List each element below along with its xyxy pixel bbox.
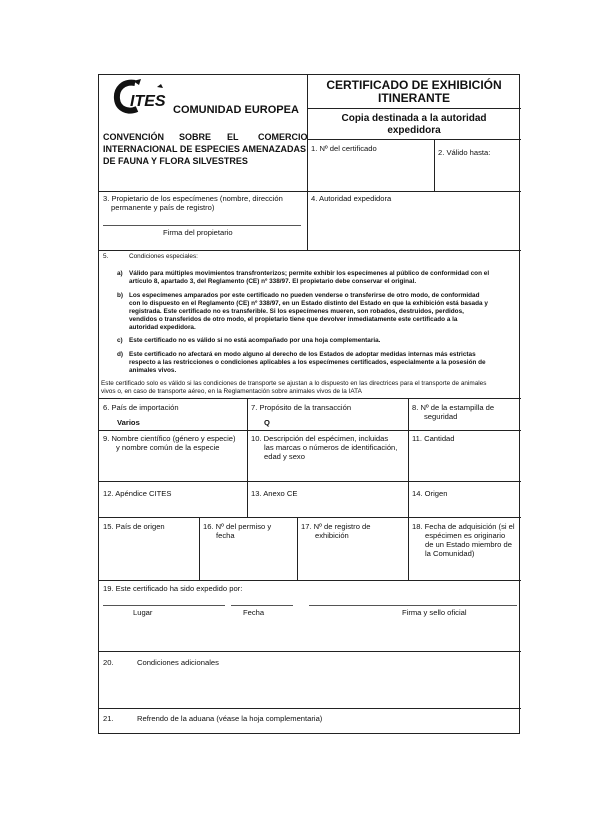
row-21-rule xyxy=(99,708,521,709)
col-divider-d xyxy=(297,517,298,580)
certificate-form xyxy=(98,74,520,734)
condition-b-label: b) xyxy=(117,292,124,299)
row-12-rule xyxy=(99,481,521,482)
field-8-label: 8. Nº de la estampilla de xyxy=(412,403,495,412)
col-divider-b xyxy=(408,398,409,580)
field-7-label: 7. Propósito de la transacción xyxy=(251,403,352,412)
field-19-label: 19. Este certificado ha sido expedido por: xyxy=(103,584,243,593)
condition-b-line-2: con lo dispuesto en el Reglamento (CE) nº 338/97, en un Estado distinto del Estado en que la exhibición está basada y xyxy=(129,300,488,307)
title-rule xyxy=(307,108,521,109)
convention-line-3: DE FAUNA Y FLORA SILVESTRES xyxy=(103,156,248,166)
field-18-label-2: espécimen es originario xyxy=(425,531,506,540)
certificate-title-2: ITINERANTE xyxy=(378,91,450,105)
field-21-label: Refrendo de la aduana (véase la hoja complementaria) xyxy=(137,714,323,723)
copy-rule xyxy=(307,139,521,140)
field-9-label-2: y nombre común de la especie xyxy=(116,443,220,452)
condition-d-line-3: animales vivos. xyxy=(129,367,177,374)
condition-c-label: c) xyxy=(117,337,123,344)
field-5-title: Condiciones especiales: xyxy=(129,253,198,260)
condition-a-line-2: artículo 8, apartado 3, del Reglamento (CE) nº 338/97. El propietario debe conservar el original. xyxy=(129,278,417,285)
condition-a-line-1: Válido para múltiples movimientos transfronterizos; permite exhibir los especímenes al público de conformidad con el xyxy=(129,270,490,277)
condition-d-label: d) xyxy=(117,351,124,358)
official-signature-line xyxy=(309,605,517,606)
row-15-rule xyxy=(99,517,521,518)
field-13-label: 13. Anexo CE xyxy=(251,489,298,498)
field-2-label: 2. Válido hasta: xyxy=(438,148,491,157)
condition-b-line-4: vendidos o transferidos de otro modo, el propietario tiene que devolver inmediatamente este certificado a la xyxy=(129,316,458,323)
condition-d-line-1: Este certificado no afectará en modo alguno al derecho de los Estados de adoptar medidas internas más estrictas xyxy=(129,351,476,358)
condition-d-line-2: respecto a las restricciones o condiciones aplicables a los especímenes certificados, especialmente a la posesión de xyxy=(129,359,486,366)
field-18-label-4: la Comunidad) xyxy=(425,549,475,558)
field-6-label: 6. País de importación xyxy=(103,403,179,412)
field-21-number: 21. xyxy=(103,714,114,723)
row-5-rule xyxy=(99,250,521,251)
row-3-rule xyxy=(99,191,521,192)
certificate-title-1: CERTIFICADO DE EXHIBICIÓN xyxy=(326,78,502,92)
row-19-rule xyxy=(99,580,521,581)
field-17-label-2: exhibición xyxy=(315,531,349,540)
col-divider-a xyxy=(247,398,248,517)
field-12-label: 12. Apéndice CITES xyxy=(103,489,172,498)
row-20-rule xyxy=(99,651,521,652)
date-line xyxy=(231,605,293,606)
header-divider xyxy=(307,75,308,250)
copy-destination-1: Copia destinada a la autoridad xyxy=(341,113,487,124)
field-18-label-3: de un Estado miembro de xyxy=(425,540,512,549)
field-11-label: 11. Cantidad xyxy=(412,434,455,443)
copy-destination-2: expedidora xyxy=(387,125,441,136)
svg-text:ITES: ITES xyxy=(130,93,166,110)
convention-line-2: INTERNACIONAL DE ESPECIES AMENAZADAS xyxy=(103,144,307,154)
condition-c-line-1: Este certificado no es válido si no está acompañado por una hoja complementaria. xyxy=(129,337,381,344)
field-10-label-3: edad y sexo xyxy=(264,452,305,461)
condition-b-line-1: Los especímenes amparados por este certificado no pueden venderse o transferirse de otro modo, de conformidad xyxy=(129,292,480,299)
field-20-label: Condiciones adicionales xyxy=(137,658,219,667)
convention-word-3: EL xyxy=(227,132,239,142)
condition-a-label: a) xyxy=(117,270,123,277)
place-label: Lugar xyxy=(133,608,153,617)
condition-b-line-3: registrada. Este certificado no es transferible. Si los especímenes mueren, son robados, destruidos, perdidos, xyxy=(129,308,464,315)
field-4-label: 4. Autoridad expedidora xyxy=(311,194,392,203)
field-7-value: Q xyxy=(264,418,270,427)
field-1-label: 1. Nº del certificado xyxy=(311,144,377,153)
field-3-label: 3. Propietario de los especímenes (nombre, dirección xyxy=(103,194,283,203)
field-9-label: 9. Nombre científico (género y especie) xyxy=(103,434,236,443)
owner-signature-label: Firma del propietario xyxy=(163,228,233,237)
field-18-label: 18. Fecha de adquisición (si el xyxy=(412,522,515,531)
row-6-rule xyxy=(99,398,521,399)
transport-note-line-1: Este certificado solo es válido si las condiciones de transporte se ajustan a lo dispuesto en las directrices para el transporte de animales xyxy=(101,380,487,387)
field-5-number: 5. xyxy=(103,253,109,260)
condition-b-line-5: autoridad expedidora. xyxy=(129,324,196,331)
cites-logo-icon xyxy=(113,79,171,115)
community-title: COMUNIDAD EUROPEA xyxy=(173,104,299,116)
field-8-label-2: seguridad xyxy=(424,412,458,421)
field-16-label: 16. Nº del permiso y xyxy=(203,522,272,531)
col-divider-c xyxy=(199,517,200,580)
convention-word-4: COMERCIO xyxy=(258,132,308,142)
field-6-value: Varios xyxy=(117,418,140,427)
field-1-2-divider xyxy=(434,139,435,191)
field-3-label-2: permanente y país de registro) xyxy=(111,203,215,212)
convention-word-1: CONVENCIÓN xyxy=(103,132,165,142)
field-16-label-2: fecha xyxy=(216,531,235,540)
transport-note-line-2: vivos o, en caso de transporte aéreo, en la Reglamentación sobre animales vivos de la IATA xyxy=(101,388,362,395)
field-10-label-2: las marcas o números de identificación, xyxy=(264,443,398,452)
place-line xyxy=(103,605,225,606)
convention-word-2: SOBRE xyxy=(179,132,212,142)
field-14-label: 14. Origen xyxy=(412,489,448,498)
date-label: Fecha xyxy=(243,608,265,617)
field-10-label: 10. Descripción del espécimen, incluidas xyxy=(251,434,389,443)
official-signature-label: Firma y sello oficial xyxy=(402,608,467,617)
row-9-rule xyxy=(99,430,521,431)
field-20-number: 20. xyxy=(103,658,114,667)
field-15-label: 15. País de origen xyxy=(103,522,165,531)
field-17-label: 17. Nº de registro de xyxy=(301,522,371,531)
owner-signature-line xyxy=(103,225,301,226)
